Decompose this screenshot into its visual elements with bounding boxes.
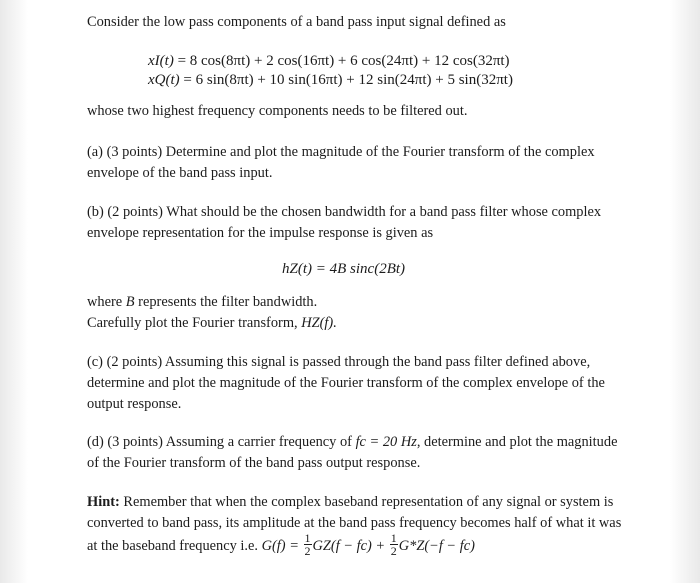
part-b-text: (b) (2 points) What should be the chosen bandwidth for a band pass filter whose complex envelope representation for the impulse response is given as	[87, 204, 602, 241]
hint-body: Remember that when the complex baseband representation of any signal or system is converted to band pass, its amplitude at the band pass frequency becomes half of what it was at the baseband frequency i.e.	[87, 494, 622, 554]
equation-xi-lhs: xI(t)	[148, 53, 174, 69]
intro-text: Consider the low pass components of a band pass input signal defined as	[87, 14, 506, 30]
equation-xq-lhs: xQ(t)	[148, 72, 180, 88]
equation-xi	[148, 51, 510, 72]
fraction-half-1	[304, 532, 312, 557]
viewer-left-margin	[0, 0, 28, 583]
plot-hz-line	[87, 313, 627, 334]
part-d-fc: fc = 20 Hz	[355, 434, 417, 450]
fraction-half-1-den: 2	[304, 544, 311, 558]
fraction-half-1-num: 1	[304, 531, 311, 545]
part-d-text	[87, 432, 627, 474]
viewer-right-margin	[670, 0, 700, 583]
where-b-var: B	[125, 294, 135, 310]
where-b-pre: where	[87, 294, 123, 310]
part-d-post: , determine and plot the magnitude of the Fourier transform of the band pass output response.	[87, 434, 618, 471]
fraction-half-2-num: 1	[390, 531, 397, 545]
hint-g-term1: GZ(f − fc) +	[312, 537, 386, 554]
equation-xi-rhs: = 8 cos(8πt) + 2 cos(16πt) + 6 cos(24πt) + 12 cos(32πt)	[177, 53, 510, 69]
hint-g-term2: G*Z(−f − fc)	[398, 537, 475, 554]
part-c-text: (c) (2 points) Assuming this signal is passed through the band pass filter defined above, determine and plot the magnitude of the Fourier transform of the complex envelope of the output response.	[87, 354, 605, 412]
where-b-line	[87, 292, 627, 313]
filter-note: whose two highest frequency components needs to be filtered out.	[87, 103, 468, 119]
fraction-half-2	[390, 532, 398, 557]
equation-xq	[148, 70, 513, 91]
fraction-half-2-den: 2	[390, 544, 397, 558]
hint-g-lhs: G(f) =	[261, 537, 299, 554]
part-a-text: (a) (3 points) Determine and plot the magnitude of the Fourier transform of the complex envelope of the band pass input.	[87, 144, 595, 181]
document-page	[60, 0, 650, 583]
hint-text	[87, 492, 627, 559]
hint-label: Hint:	[87, 494, 120, 510]
plot-hz-pre: Carefully plot the Fourier transform,	[87, 315, 298, 331]
equation-xq-rhs: = 6 sin(8πt) + 10 sin(16πt) + 12 sin(24πt) + 5 sin(32πt)	[183, 72, 513, 88]
part-d-pre: (d) (3 points) Assuming a carrier frequency of	[87, 434, 352, 450]
equation-hz	[282, 259, 405, 280]
plot-hz-var: HZ(f).	[301, 315, 337, 331]
where-b-post: represents the filter bandwidth.	[138, 294, 318, 310]
equation-hz-text: hZ(t) = 4B sinc(2Bt)	[282, 261, 406, 277]
